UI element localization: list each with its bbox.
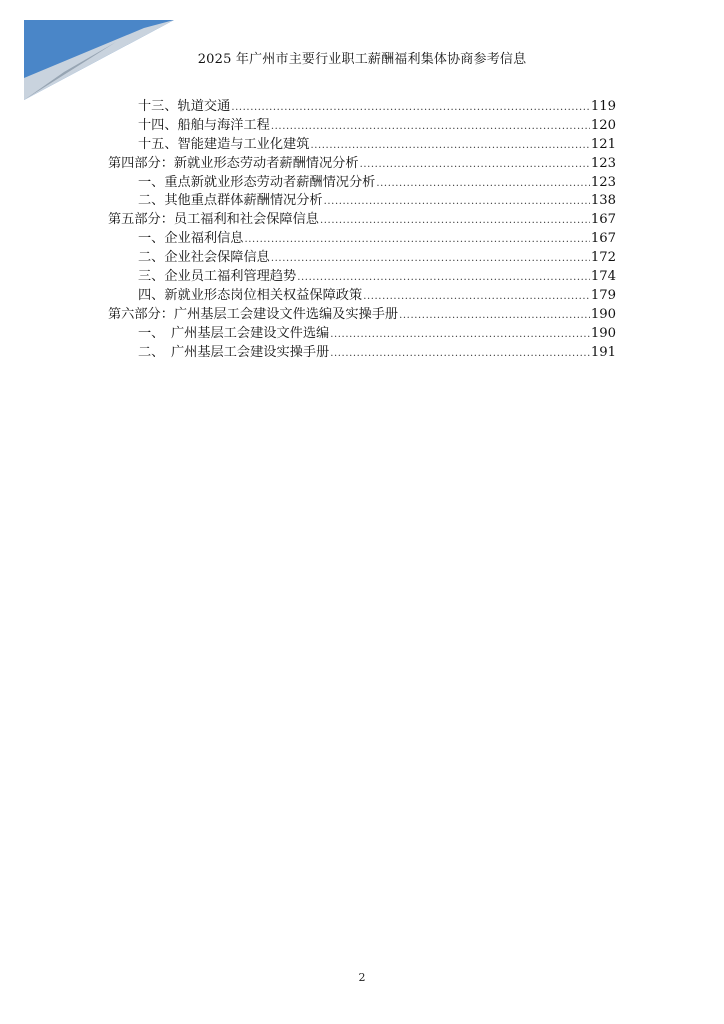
toc-entry-label: 十四、船舶与海洋工程: [138, 117, 270, 133]
toc-dot-leader: [310, 137, 589, 156]
toc-dot-leader: [324, 193, 590, 212]
toc-dot-leader: [271, 250, 590, 269]
toc-dot-leader: [297, 269, 590, 288]
toc-entry-page: 179: [590, 287, 616, 303]
toc-entry-label: 一、 广州基层工会建设文件选编: [138, 325, 330, 341]
toc-dot-leader: [320, 212, 590, 231]
toc-entry[interactable]: [108, 268, 616, 287]
toc-entry-label: 二、企业社会保障信息: [138, 250, 270, 266]
toc-dot-leader: [271, 118, 590, 137]
toc-dot-leader: [231, 99, 590, 118]
toc-dot-leader: [376, 175, 589, 194]
toc-entry[interactable]: [108, 98, 616, 117]
toc-entry-label: 三、企业员工福利管理趋势: [138, 269, 297, 285]
toc-entry[interactable]: [108, 155, 616, 174]
toc-dot-leader: [330, 326, 590, 345]
toc-entry-page: 123: [590, 174, 616, 190]
page-header-title: 2025 年广州市主要行业职工薪酬福利集体协商参考信息: [197, 52, 527, 67]
toc-dot-leader: [399, 307, 590, 326]
toc-dot-leader: [360, 156, 590, 175]
toc-entry[interactable]: [108, 211, 616, 230]
toc-dot-leader: [245, 231, 590, 250]
toc-entry-label: 二、其他重点群体薪酬情况分析: [138, 193, 323, 209]
toc-entry-page: 119: [590, 99, 616, 114]
toc-entry-label: 第六部分：广州基层工会建设文件选编及实操手册: [108, 306, 399, 322]
toc-dot-leader: [363, 288, 590, 307]
toc-entry-page: 191: [590, 344, 616, 360]
toc-entry[interactable]: [108, 230, 616, 249]
toc-entry-page: 121: [590, 136, 616, 152]
toc-entry[interactable]: [108, 174, 616, 193]
toc-entry-page: 123: [590, 155, 616, 171]
toc-entry-page: 174: [590, 269, 616, 285]
toc-entry[interactable]: [108, 249, 616, 268]
table-of-contents: [108, 98, 616, 362]
toc-entry-label: 二、 广州基层工会建设实操手册: [138, 344, 330, 360]
toc-entry[interactable]: [108, 344, 616, 363]
toc-entry-label: 一、重点新就业形态劳动者薪酬情况分析: [138, 174, 376, 190]
toc-entry-page: 172: [590, 250, 616, 266]
page-number: 2: [358, 971, 366, 984]
toc-entry[interactable]: [108, 192, 616, 211]
toc-entry-page: 190: [590, 306, 616, 322]
toc-entry[interactable]: [108, 306, 616, 325]
toc-entry-page: 167: [590, 212, 616, 228]
toc-entry-label: 十三、轨道交通: [138, 99, 231, 114]
toc-entry-page: 190: [590, 325, 616, 341]
toc-entry-page: 138: [590, 193, 616, 209]
toc-entry-label: 一、企业福利信息: [138, 231, 244, 247]
toc-dot-leader: [330, 345, 590, 364]
toc-entry-page: 120: [590, 117, 616, 133]
toc-entry-label: 十五、智能建造与工业化建筑: [138, 136, 310, 152]
toc-entry-label: 四、新就业形态岗位相关权益保障政策: [138, 287, 363, 303]
toc-entry[interactable]: [108, 325, 616, 344]
toc-entry-label: 第四部分：新就业形态劳动者薪酬情况分析: [108, 155, 359, 171]
toc-entry-label: 第五部分：员工福利和社会保障信息: [108, 212, 319, 228]
toc-entry[interactable]: [108, 287, 616, 306]
toc-entry-page: 167: [590, 231, 616, 247]
toc-entry[interactable]: [108, 136, 616, 155]
toc-entry[interactable]: [108, 117, 616, 136]
